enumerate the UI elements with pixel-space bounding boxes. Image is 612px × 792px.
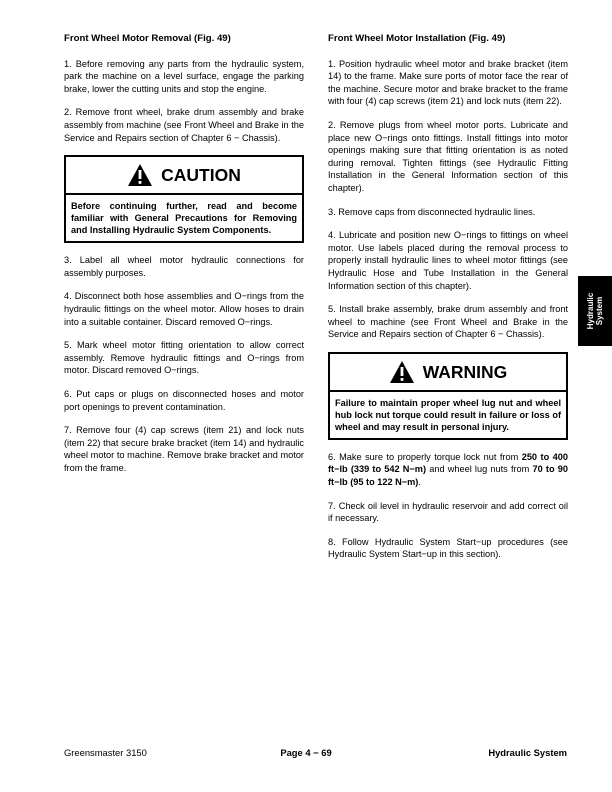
install-step-2: 2. Remove plugs from wheel motor ports. Lubricate and place new O−rings onto fittings. Install fittings into motor openings making sure that fitting orientation is as noted during removal. Tighten fittings (see Hydraulic Fitting Installation in the General Information section of this chapter). (328, 119, 568, 193)
warning-text: Failure to maintain proper wheel lug nut and wheel hub lock nut torque could result in failure or loss of wheel and may result in personal injury. (335, 397, 561, 432)
removal-step-7: 7. Remove four (4) cap screws (item 21) and lock nuts (item 22) that secure brake bracket (item 14) and hydraulic wheel motor to machine. Remove brake bracket and motor from the frame. (64, 425, 304, 473)
install-step-8: 8. Follow Hydraulic System Start−up procedures (see Hydraulic System Start−up in this section). (328, 536, 568, 560)
caution-title: CAUTION (161, 164, 241, 185)
installation-heading: Front Wheel Motor Installation (Fig. 49) (328, 33, 506, 44)
caution-header (66, 157, 302, 195)
removal-step-1: 1. Before removing any parts from the hydraulic system, park the machine on a level surface, engage the parking brake, lower the cutting units and stop the engine. (64, 58, 304, 94)
lug-nut-torque: 70 to 90 ft−lb (95 to 122 N−m) (328, 464, 569, 488)
side-tab-line-2: System (595, 296, 604, 326)
removal-step-6: 6. Put caps or plugs on disconnected hoses and motor port openings to prevent contamination. (64, 388, 304, 412)
removal-step-4: 4. Disconnect both hose assemblies and O−rings from the hydraulic fittings on the wheel motor. Allow hoses to drain into a suitable container. Discard removed O−rings. (64, 291, 304, 327)
install-step-5: 5. Install brake assembly, brake drum assembly and front wheel to machine (see Front Wheel and Brake in the Service and Repairs section of Chapter 6 − Chassis). (328, 304, 568, 340)
section-side-tab (578, 276, 612, 346)
removal-step-3: 3. Label all wheel motor hydraulic connections for assembly purposes. (64, 255, 304, 278)
removal-heading: Front Wheel Motor Removal (Fig. 49) (64, 33, 231, 44)
install-step-1: 1. Position hydraulic wheel motor and brake bracket (item 14) to the frame. Make sure ports of motor face the rear of the machine. Secure motor and brake bracket to the frame with four (4) cap screws (item 21) and lock nuts (item 22). (328, 58, 568, 107)
caution-box (64, 155, 304, 243)
side-tab-line-1: Hydraulic (586, 292, 595, 330)
warning-title: WARNING (422, 361, 508, 382)
footer-page-number: Page 4 − 69 (280, 747, 332, 758)
footer-model: Greensmaster 3150 (64, 747, 147, 758)
install-step-4: 4. Lubricate and position new O−rings to fittings on wheel motor. Use labels placed during the removal process to properly install hydraulic lines to wheel motor fittings (see Hydraulic Hose and Tube Installation in the General Information section of this chapter). (328, 230, 568, 291)
removal-step-2: 2. Remove front wheel, brake drum assembly and brake assembly from machine (see Front Wheel and Brake in the Service and Repairs section of Chapter 6 − Chassis). (64, 107, 304, 143)
warning-triangle-icon (389, 360, 415, 384)
warning-triangle-icon (127, 163, 153, 187)
footer-section: Hydraulic System (488, 747, 567, 758)
warning-header (330, 354, 566, 392)
right-column (328, 33, 568, 572)
step-6-text-a: 6. Make sure to properly torque lock nut from (328, 451, 522, 462)
lock-nut-torque: 250 to 400 ft−lb (339 to 542 N−m) (328, 451, 568, 475)
step-6-text-e: . (418, 477, 421, 488)
install-step-6 (328, 451, 568, 489)
warning-box (328, 352, 568, 440)
step-6-text-c: and wheel lug nuts from (426, 464, 533, 475)
caution-text: Before continuing further, read and become familiar with General Precautions for Removing and Installing Hydraulic System Components. (71, 201, 297, 236)
install-step-3: 3. Remove caps from disconnected hydraulic lines. (328, 206, 536, 217)
left-column (64, 33, 304, 485)
install-step-7: 7. Check oil level in hydraulic reservoir and add correct oil if necessary. (328, 500, 568, 524)
removal-step-5: 5. Mark wheel motor fitting orientation to allow correct assembly. Remove hydraulic fittings and O−rings from motor. Discard removed O−rings. (64, 340, 304, 376)
